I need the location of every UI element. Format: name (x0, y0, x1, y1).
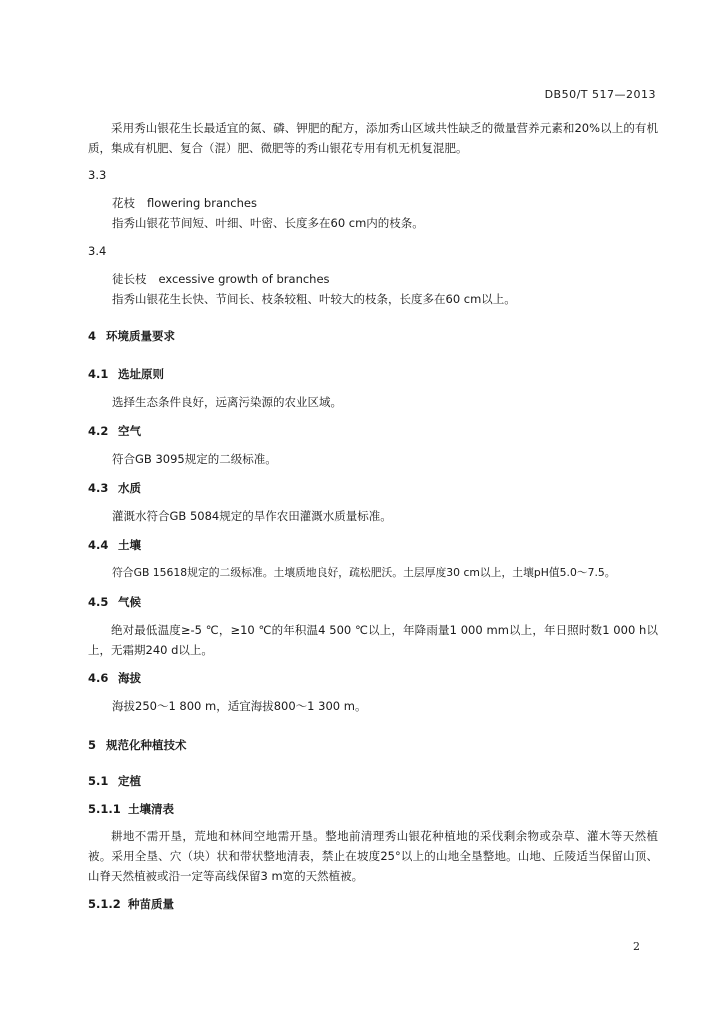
section-4-1-text: 选择生态条件良好，远离污染源的农业区域。 (112, 395, 342, 409)
term-3-4 (88, 241, 658, 261)
intro-paragraph: 采用秀山银花生长最适宜的氮、磷、钾肥的配方，添加秀山区域共性缺乏的微量营养元素和20%以上的有机质，集成有机肥、复合（混）肥、微肥等的秀山银花专用有机无机复混肥。 (88, 121, 658, 155)
term-heading (88, 269, 658, 289)
subsection-number: 4.1 (88, 367, 109, 381)
page-number: 2 (633, 940, 640, 953)
subsection-number: 5.1.2 (88, 897, 121, 911)
subsection-title: 选址原则 (118, 367, 164, 381)
section-4-2-text: 符合GB 3095规定的二级标准。 (112, 452, 277, 466)
section-5-1-heading (88, 771, 658, 791)
subsection-title: 土壤清表 (128, 802, 174, 816)
section-4-5-heading (88, 592, 658, 612)
subsection-number: 4.6 (88, 671, 109, 685)
subsection-title: 水质 (118, 481, 141, 495)
section-5-1-1-heading (88, 799, 658, 819)
subsection-number: 4.4 (88, 538, 109, 552)
section-4-2-heading (88, 421, 658, 441)
section-5-1-2-heading (88, 894, 658, 914)
section-4-3-heading (88, 478, 658, 498)
standard-code: DB50/T 517—2013 (544, 88, 656, 101)
subsection-title: 空气 (118, 424, 141, 438)
subsection-title: 种苗质量 (128, 897, 174, 911)
term-definition: 指秀山银花节间短、叶细、叶密、长度多在60 cm内的枝条。 (112, 216, 424, 230)
term-en: excessive growth of branches (158, 272, 330, 286)
subsection-number: 5.1 (88, 774, 109, 788)
subsection-title: 气候 (118, 595, 141, 609)
subsection-title: 定植 (118, 774, 141, 788)
section-5-heading (88, 735, 658, 755)
term-3-3 (88, 165, 658, 185)
section-4-heading (88, 326, 658, 346)
term-3-3-entry (88, 193, 658, 233)
subsection-title: 土壤 (118, 538, 141, 552)
subsection-title: 海拔 (118, 671, 141, 685)
section-title: 规范化种植技术 (106, 738, 187, 752)
subsection-number: 4.3 (88, 481, 109, 495)
term-en: flowering branches (147, 196, 257, 210)
term-cn: 花枝 (112, 196, 135, 210)
section-4-6-heading (88, 668, 658, 688)
section-5-1-1-text: 耕地不需开垦，荒地和林间空地需开垦。整地前清理秀山银花种植地的采伐剩余物或杂草、灌木等天然植被。采用全垦、穴（块）状和带状整地清表，禁止在坡度25°以上的山地全垦整地。山地、丘陵适当保留山顶、山脊天然植被或沿一定等高线保留3 m宽的天然植被。 (88, 829, 658, 883)
clause-number: 3.4 (88, 244, 107, 258)
clause-number: 3.3 (88, 168, 107, 182)
subsection-number: 4.5 (88, 595, 109, 609)
section-4-3-text: 灌溉水符合GB 5084规定的旱作农田灌溉水质量标准。 (112, 509, 392, 523)
section-4-5-text: 绝对最低温度≥-5 ℃，≥10 ℃的年积温4 500 ℃以上，年降雨量1 000 mm以上，年日照时数1 000 h以上，无霜期240 d以上。 (88, 623, 658, 657)
term-definition: 指秀山银花生长快、节间长、枝条较粗、叶较大的枝条，长度多在60 cm以上。 (112, 292, 516, 306)
section-4-1-heading (88, 364, 658, 384)
subsection-number: 5.1.1 (88, 802, 121, 816)
term-cn: 徒长枝 (112, 272, 147, 286)
section-title: 环境质量要求 (106, 329, 175, 343)
subsection-number: 4.2 (88, 424, 109, 438)
section-4-4-text: 符合GB 15618规定的二级标准。土壤质地良好，疏松肥沃。土层厚度30 cm以上，土壤pH值5.0～7.5。 (112, 566, 616, 579)
section-number: 5 (88, 738, 97, 752)
section-4-6-text: 海拔250～1 800 m，适宜海拔800～1 300 m。 (112, 699, 367, 713)
term-3-4-entry (88, 269, 658, 309)
term-heading (88, 193, 658, 213)
section-number: 4 (88, 329, 97, 343)
section-4-4-heading (88, 535, 658, 555)
